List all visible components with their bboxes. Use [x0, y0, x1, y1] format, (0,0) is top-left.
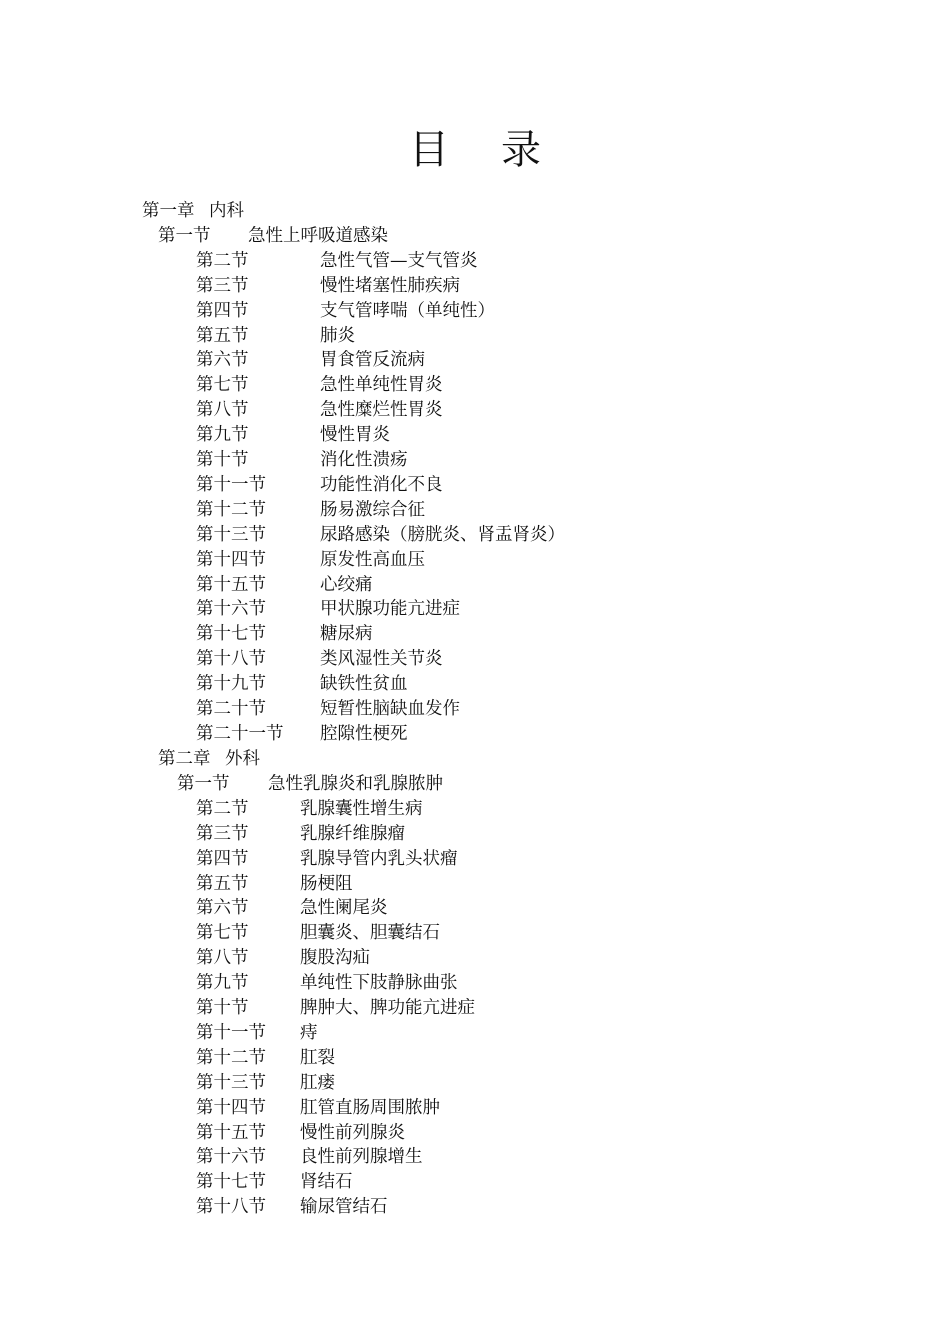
- section-number: 第十二节: [196, 1047, 266, 1068]
- section-number: 第十五节: [196, 574, 266, 595]
- section-number: 第一节: [158, 225, 211, 246]
- chapter-name: 外科: [225, 749, 260, 769]
- section-title: 输尿管结石: [300, 1197, 388, 1218]
- section-title: 肾结石: [300, 1172, 353, 1193]
- section-number: 第三节: [196, 275, 249, 296]
- chapter-label: 第二章: [158, 749, 211, 769]
- section-title: 胆囊炎、胆囊结石: [300, 923, 440, 944]
- section-title: 急性单纯性胃炎: [320, 375, 443, 396]
- section-title: 心绞痛: [320, 574, 373, 595]
- section-number: 第十三节: [196, 524, 266, 545]
- section-number: 第八节: [196, 400, 249, 421]
- section-title: 肛管直肠周围脓肿: [300, 1097, 440, 1118]
- section-number: 第九节: [196, 425, 249, 446]
- section-title: 类风湿性关节炎: [320, 649, 443, 670]
- title-char: 录: [501, 127, 541, 173]
- section-number: 第四节: [196, 300, 249, 321]
- section-number: 第五节: [196, 873, 249, 894]
- section-number: 第六节: [196, 350, 249, 371]
- section-number: 第二十节: [196, 699, 266, 719]
- section-number: 第一节: [177, 773, 230, 794]
- section-number: 第十一节: [196, 1022, 266, 1043]
- section-number: 第五节: [196, 325, 249, 346]
- page-title: [0, 122, 950, 178]
- section-title: 糖尿病: [320, 624, 373, 645]
- section-number: 第十一节: [196, 474, 266, 495]
- section-number: 第十九节: [196, 674, 266, 695]
- section-title: 原发性高血压: [320, 549, 425, 570]
- section-title: 功能性消化不良: [320, 474, 443, 495]
- section-number: 第十六节: [196, 599, 266, 620]
- chapter-label: 第一章: [142, 201, 195, 221]
- section-number: 第十二节: [196, 499, 266, 520]
- section-title: 消化性溃疡: [320, 450, 408, 470]
- section-title: 胃食管反流病: [320, 350, 425, 371]
- section-number: 第十八节: [196, 1197, 266, 1218]
- section-title: 支气管哮喘（单纯性）: [320, 300, 495, 321]
- chapter-name: 内科: [209, 201, 244, 221]
- section-number: 第十七节: [196, 1172, 266, 1193]
- section-title: 良性前列腺增生: [300, 1147, 423, 1168]
- section-number: 第十八节: [196, 649, 266, 670]
- section-title: 脾肿大、脾功能亢进症: [300, 998, 475, 1018]
- section-title: 腹股沟疝: [300, 948, 370, 969]
- section-number: 第三节: [196, 823, 249, 844]
- section-title: 腔隙性梗死: [320, 723, 408, 744]
- section-title: 乳腺导管内乳头状瘤: [300, 848, 458, 869]
- section-title: 肛瘘: [300, 1072, 335, 1093]
- section-title: 肛裂: [300, 1047, 335, 1068]
- title-char: 目: [409, 127, 449, 173]
- section-title: 短暂性脑缺血发作: [320, 699, 460, 719]
- section-title: 痔: [300, 1022, 318, 1043]
- section-number: 第十三节: [196, 1072, 266, 1093]
- section-number: 第十五节: [196, 1122, 266, 1143]
- section-title: 急性上呼吸道感染: [248, 225, 388, 246]
- section-number: 第九节: [196, 973, 249, 994]
- section-title: 单纯性下肢静脉曲张: [300, 973, 458, 994]
- section-number: 第二十一节: [196, 723, 284, 744]
- section-number: 第十节: [196, 998, 249, 1018]
- section-title: 急性阑尾炎: [300, 898, 388, 919]
- section-title: 乳腺纤维腺瘤: [300, 823, 405, 844]
- section-title: 慢性前列腺炎: [300, 1122, 405, 1143]
- section-title: 肠梗阻: [300, 873, 353, 894]
- section-title: 尿路感染（膀胱炎、肾盂肾炎）: [320, 524, 565, 545]
- section-title: 肠易激综合征: [320, 499, 425, 520]
- section-title: 缺铁性贫血: [320, 674, 408, 695]
- section-number: 第六节: [196, 898, 249, 919]
- section-number: 第七节: [196, 375, 249, 396]
- section-title: 肺炎: [320, 325, 355, 346]
- section-title: 慢性堵塞性肺疾病: [320, 275, 460, 296]
- section-number: 第十六节: [196, 1147, 266, 1168]
- section-number: 第十节: [196, 450, 249, 470]
- section-number: 第八节: [196, 948, 249, 969]
- section-number: 第七节: [196, 923, 249, 944]
- section-title: 急性气管—支气管炎: [320, 250, 478, 271]
- section-title: 乳腺囊性增生病: [300, 798, 423, 819]
- section-title: 急性糜烂性胃炎: [320, 400, 443, 421]
- section-title: 急性乳腺炎和乳腺脓肿: [268, 773, 443, 794]
- section-title: 甲状腺功能亢进症: [320, 599, 460, 620]
- section-number: 第四节: [196, 848, 249, 869]
- section-title: 慢性胃炎: [320, 425, 390, 446]
- section-number: 第十四节: [196, 1097, 266, 1118]
- section-number: 第十七节: [196, 624, 266, 645]
- section-number: 第二节: [196, 250, 249, 271]
- section-number: 第二节: [196, 798, 249, 819]
- section-number: 第十四节: [196, 549, 266, 570]
